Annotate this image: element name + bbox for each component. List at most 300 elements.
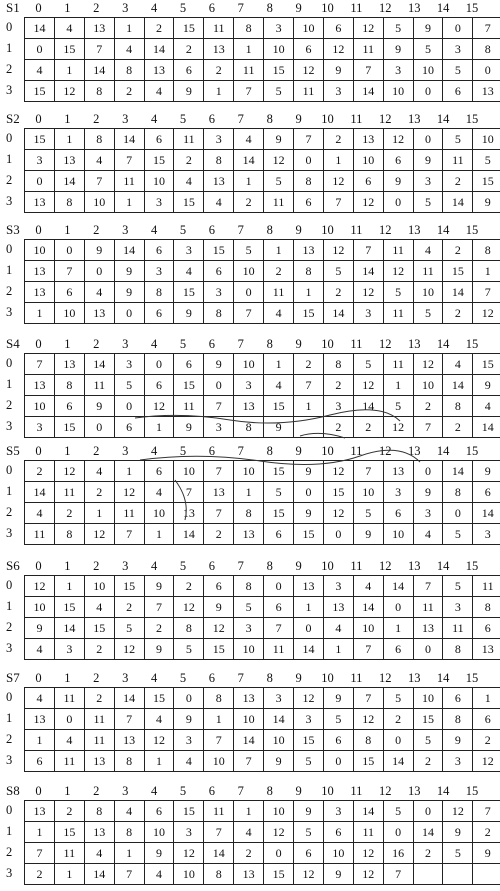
- table-cell: 3: [144, 192, 174, 213]
- table-cell: 10: [84, 576, 114, 597]
- table-cell: 3: [264, 18, 294, 39]
- table-cell: 14: [234, 150, 264, 171]
- table-cell: 3: [383, 482, 413, 503]
- table-cell: 2: [25, 864, 55, 885]
- table-cell: 0: [204, 375, 234, 396]
- table-cell: 13: [25, 261, 55, 282]
- column-label: 4: [141, 0, 168, 16]
- table-cell: 9: [25, 618, 55, 639]
- table-cell: [473, 864, 500, 885]
- table-cell: 1: [114, 461, 144, 482]
- table-cell: 2: [25, 461, 55, 482]
- row-label: 0: [6, 690, 18, 705]
- table-cell: 3: [323, 801, 353, 822]
- table-cell: 15: [174, 18, 204, 39]
- sbox-2: [0, 111, 500, 219]
- table-cell: 10: [144, 171, 174, 192]
- table-cell: 4: [25, 688, 55, 709]
- table-cell: 7: [84, 171, 114, 192]
- table-cell: 8: [114, 751, 144, 772]
- sbox-5: [0, 443, 500, 551]
- table-cell: 15: [443, 261, 473, 282]
- table-cell: 4: [25, 503, 55, 524]
- column-label: 8: [256, 783, 283, 799]
- table-cell: 14: [473, 503, 500, 524]
- row-label: 2: [6, 284, 18, 299]
- column-label: 4: [141, 336, 168, 352]
- table-cell: 12: [353, 864, 383, 885]
- table-cell: 0: [383, 822, 413, 843]
- table-cell: 0: [174, 688, 204, 709]
- table-cell: 1: [25, 730, 55, 751]
- table-row: [25, 618, 500, 639]
- table-cell: 4: [144, 81, 174, 102]
- column-header: [0, 783, 500, 799]
- sbox-8: [0, 783, 500, 891]
- table-cell: 11: [264, 192, 294, 213]
- column-label: 6: [198, 0, 225, 16]
- column-label: 15: [459, 222, 486, 238]
- table-cell: 15: [353, 751, 383, 772]
- table-cell: 5: [174, 639, 204, 660]
- table-cell: 9: [114, 282, 144, 303]
- table-row: [25, 192, 500, 213]
- table-cell: 1: [294, 282, 324, 303]
- row-label: 3: [6, 194, 18, 209]
- column-label: 10: [314, 111, 341, 127]
- table-cell: 0: [443, 503, 473, 524]
- table-cell: 2: [473, 822, 500, 843]
- table-cell: 9: [473, 375, 500, 396]
- table-cell: 7: [413, 417, 443, 438]
- column-label: 9: [285, 558, 312, 574]
- table-cell: 14: [54, 171, 84, 192]
- table-cell: 6: [473, 709, 500, 730]
- table-cell: 11: [204, 18, 234, 39]
- table-cell: 2: [84, 482, 114, 503]
- row-label: 1: [6, 41, 18, 56]
- table-cell: 15: [413, 709, 443, 730]
- row-label: 3: [6, 419, 18, 434]
- sbox-title: S8: [6, 783, 20, 799]
- table-cell: 12: [54, 81, 84, 102]
- table-cell: 15: [174, 192, 204, 213]
- table-cell: 4: [353, 576, 383, 597]
- column-label: 0: [25, 558, 52, 574]
- table-cell: 14: [353, 81, 383, 102]
- table-cell: 10: [234, 461, 264, 482]
- column-label: 1: [54, 558, 81, 574]
- table-cell: 4: [204, 192, 234, 213]
- column-label: 7: [227, 670, 254, 686]
- table-cell: 6: [144, 129, 174, 150]
- table-cell: 0: [383, 730, 413, 751]
- table-row: [25, 81, 500, 102]
- table-cell: 7: [234, 303, 264, 324]
- row-label: 3: [6, 305, 18, 320]
- table-cell: 3: [144, 261, 174, 282]
- table-cell: 15: [54, 597, 84, 618]
- table-cell: 2: [323, 375, 353, 396]
- column-label: 10: [314, 783, 341, 799]
- column-label: 5: [170, 111, 197, 127]
- table-cell: 7: [353, 688, 383, 709]
- table-cell: 11: [174, 396, 204, 417]
- table-cell: 6: [144, 240, 174, 261]
- table-cell: 8: [204, 150, 234, 171]
- table-cell: 11: [54, 751, 84, 772]
- table-cell: 6: [144, 461, 174, 482]
- column-label: 8: [256, 336, 283, 352]
- table-cell: 13: [54, 150, 84, 171]
- table-cell: 10: [264, 801, 294, 822]
- column-label: 15: [459, 336, 486, 352]
- table-cell: 2: [294, 354, 324, 375]
- table-cell: 0: [234, 282, 264, 303]
- column-label: 2: [83, 443, 110, 459]
- table-cell: 14: [353, 396, 383, 417]
- table-cell: 2: [443, 240, 473, 261]
- column-label: 4: [141, 222, 168, 238]
- table-cell: 15: [294, 730, 324, 751]
- row-label: 0: [6, 803, 18, 818]
- row-label: 1: [6, 152, 18, 167]
- table-cell: 7: [473, 801, 500, 822]
- table-row: [25, 396, 500, 417]
- sbox-4: [0, 336, 500, 444]
- column-label: 1: [54, 336, 81, 352]
- table-cell: 15: [473, 171, 500, 192]
- table-cell: 5: [473, 150, 500, 171]
- table-cell: 6: [264, 524, 294, 545]
- table-cell: 2: [264, 261, 294, 282]
- table-cell: 2: [174, 150, 204, 171]
- row-label: 2: [6, 620, 18, 635]
- column-label: 6: [198, 336, 225, 352]
- table-cell: 11: [174, 129, 204, 150]
- row-label: 0: [6, 356, 18, 371]
- table-cell: 12: [473, 303, 500, 324]
- table-cell: 2: [234, 192, 264, 213]
- table-cell: 4: [323, 618, 353, 639]
- table-cell: 14: [84, 354, 114, 375]
- table-cell: 15: [264, 60, 294, 81]
- table-cell: 12: [353, 843, 383, 864]
- sbox-table: [24, 800, 500, 885]
- table-cell: 15: [264, 396, 294, 417]
- table-cell: 9: [443, 822, 473, 843]
- table-cell: 10: [174, 461, 204, 482]
- table-row: [25, 354, 500, 375]
- table-cell: 11: [353, 39, 383, 60]
- column-label: 12: [372, 336, 399, 352]
- table-cell: 14: [323, 303, 353, 324]
- table-cell: 5: [264, 171, 294, 192]
- table-cell: 9: [323, 688, 353, 709]
- table-cell: 12: [353, 18, 383, 39]
- table-cell: 8: [54, 375, 84, 396]
- table-cell: 13: [383, 461, 413, 482]
- column-label: 7: [227, 783, 254, 799]
- table-cell: 5: [114, 618, 144, 639]
- table-cell: 3: [323, 576, 353, 597]
- column-label: 13: [401, 558, 428, 574]
- table-cell: 6: [54, 396, 84, 417]
- column-label: 8: [256, 443, 283, 459]
- table-cell: 5: [114, 375, 144, 396]
- column-label: 13: [401, 336, 428, 352]
- table-cell: 7: [353, 240, 383, 261]
- table-cell: 4: [84, 843, 114, 864]
- table-cell: 13: [234, 396, 264, 417]
- table-cell: 11: [294, 81, 324, 102]
- table-cell: 0: [413, 461, 443, 482]
- column-label: 11: [343, 558, 370, 574]
- table-cell: 12: [353, 709, 383, 730]
- table-cell: 14: [294, 639, 324, 660]
- table-cell: 8: [443, 709, 473, 730]
- table-cell: 4: [54, 730, 84, 751]
- table-cell: 5: [323, 709, 353, 730]
- table-cell: 12: [473, 751, 500, 772]
- column-label: 7: [227, 0, 254, 16]
- column-label: 14: [430, 443, 457, 459]
- table-cell: 2: [114, 597, 144, 618]
- table-cell: 4: [443, 354, 473, 375]
- table-cell: 6: [323, 822, 353, 843]
- table-cell: 12: [174, 843, 204, 864]
- table-cell: 3: [443, 597, 473, 618]
- table-cell: 14: [443, 375, 473, 396]
- table-cell: 11: [84, 709, 114, 730]
- column-label: 8: [256, 670, 283, 686]
- column-label: 12: [372, 670, 399, 686]
- column-label: 8: [256, 0, 283, 16]
- table-cell: 8: [234, 417, 264, 438]
- table-cell: 0: [323, 524, 353, 545]
- table-cell: 0: [294, 482, 324, 503]
- table-cell: 9: [114, 261, 144, 282]
- table-cell: 13: [234, 524, 264, 545]
- row-label: 0: [6, 20, 18, 35]
- table-cell: 1: [144, 751, 174, 772]
- table-cell: 7: [473, 18, 500, 39]
- table-cell: 15: [54, 417, 84, 438]
- table-cell: 1: [294, 396, 324, 417]
- column-label: 1: [54, 111, 81, 127]
- table-cell: 5: [383, 688, 413, 709]
- column-label: 14: [430, 111, 457, 127]
- table-cell: 9: [323, 864, 353, 885]
- table-cell: 12: [174, 597, 204, 618]
- column-label: 2: [83, 222, 110, 238]
- table-cell: 12: [294, 60, 324, 81]
- table-cell: 6: [144, 375, 174, 396]
- column-label: 10: [314, 558, 341, 574]
- table-cell: 6: [294, 843, 324, 864]
- table-cell: 7: [294, 375, 324, 396]
- table-cell: 10: [353, 150, 383, 171]
- table-cell: 0: [413, 81, 443, 102]
- table-row: [25, 709, 500, 730]
- table-cell: [294, 417, 324, 438]
- column-label: 14: [430, 670, 457, 686]
- table-cell: 14: [443, 461, 473, 482]
- table-cell: 15: [54, 822, 84, 843]
- column-label: 11: [343, 783, 370, 799]
- table-cell: 8: [114, 822, 144, 843]
- table-cell: 11: [473, 576, 500, 597]
- table-cell: 9: [443, 730, 473, 751]
- column-label: 7: [227, 222, 254, 238]
- column-label: 11: [343, 336, 370, 352]
- table-cell: 3: [174, 822, 204, 843]
- table-cell: 5: [353, 354, 383, 375]
- row-label: 2: [6, 173, 18, 188]
- table-cell: 13: [294, 576, 324, 597]
- table-cell: 6: [144, 303, 174, 324]
- column-label: 13: [401, 111, 428, 127]
- sbox-title: S2: [6, 111, 20, 127]
- table-cell: 14: [353, 597, 383, 618]
- sbox-table: [24, 575, 500, 660]
- table-cell: 4: [413, 524, 443, 545]
- table-row: [25, 576, 500, 597]
- column-label: 10: [314, 443, 341, 459]
- table-cell: 13: [84, 18, 114, 39]
- table-cell: 5: [234, 597, 264, 618]
- table-cell: 5: [234, 240, 264, 261]
- column-label: 9: [285, 0, 312, 16]
- column-label: 1: [54, 0, 81, 16]
- column-label: 2: [83, 0, 110, 16]
- table-cell: 9: [174, 417, 204, 438]
- table-cell: 3: [443, 39, 473, 60]
- table-cell: 7: [353, 60, 383, 81]
- column-label: 0: [25, 670, 52, 686]
- table-cell: 1: [114, 18, 144, 39]
- column-label: 12: [372, 111, 399, 127]
- table-cell: 5: [264, 81, 294, 102]
- table-cell: 11: [383, 240, 413, 261]
- table-cell: 7: [25, 843, 55, 864]
- column-label: 1: [54, 222, 81, 238]
- table-cell: 9: [204, 597, 234, 618]
- table-cell: 11: [114, 171, 144, 192]
- table-cell: 1: [54, 576, 84, 597]
- table-cell: 2: [383, 709, 413, 730]
- table-cell: 10: [25, 597, 55, 618]
- table-row: [25, 503, 500, 524]
- table-cell: 9: [413, 482, 443, 503]
- table-cell: 5: [443, 576, 473, 597]
- table-cell: 11: [234, 60, 264, 81]
- column-label: 10: [314, 336, 341, 352]
- table-cell: 3: [234, 618, 264, 639]
- column-label: 8: [256, 111, 283, 127]
- column-label: 7: [227, 558, 254, 574]
- column-label: 5: [170, 558, 197, 574]
- table-cell: 3: [174, 730, 204, 751]
- table-cell: 10: [353, 482, 383, 503]
- sbox-table: [24, 687, 500, 772]
- table-cell: 5: [323, 261, 353, 282]
- table-cell: 9: [144, 576, 174, 597]
- table-cell: 12: [353, 282, 383, 303]
- row-label: 3: [6, 753, 18, 768]
- table-cell: 14: [234, 730, 264, 751]
- table-cell: 6: [323, 730, 353, 751]
- table-row: [25, 864, 500, 885]
- column-label: 2: [83, 558, 110, 574]
- table-row: [25, 18, 500, 39]
- table-cell: 15: [264, 864, 294, 885]
- table-cell: 11: [383, 303, 413, 324]
- table-cell: 12: [353, 192, 383, 213]
- sbox-table: [24, 353, 500, 438]
- table-cell: 13: [25, 801, 55, 822]
- table-cell: 15: [25, 81, 55, 102]
- column-label: 13: [401, 443, 428, 459]
- table-cell: 2: [473, 730, 500, 751]
- table-cell: 9: [84, 240, 114, 261]
- table-cell: 0: [294, 150, 324, 171]
- column-label: 1: [54, 670, 81, 686]
- sbox-title: S5: [6, 443, 20, 459]
- table-cell: 10: [413, 282, 443, 303]
- table-cell: 2: [234, 843, 264, 864]
- table-cell: 14: [443, 192, 473, 213]
- table-cell: 2: [204, 60, 234, 81]
- table-cell: 4: [144, 709, 174, 730]
- table-cell: 0: [54, 240, 84, 261]
- table-cell: 6: [174, 60, 204, 81]
- row-label: 2: [6, 62, 18, 77]
- table-cell: 4: [54, 18, 84, 39]
- column-label: 6: [198, 783, 225, 799]
- table-cell: 11: [443, 150, 473, 171]
- table-cell: 8: [84, 801, 114, 822]
- column-label: 4: [141, 670, 168, 686]
- column-label: 4: [141, 443, 168, 459]
- table-cell: 1: [54, 60, 84, 81]
- table-cell: 12: [54, 461, 84, 482]
- table-cell: 14: [25, 482, 55, 503]
- table-cell: 12: [144, 396, 174, 417]
- table-cell: 4: [25, 639, 55, 660]
- table-cell: 11: [264, 282, 294, 303]
- table-cell: 4: [264, 375, 294, 396]
- table-row: [25, 597, 500, 618]
- table-cell: 2: [144, 18, 174, 39]
- row-label: 2: [6, 505, 18, 520]
- table-cell: 3: [353, 303, 383, 324]
- table-cell: 13: [234, 864, 264, 885]
- table-cell: 8: [144, 282, 174, 303]
- table-cell: 5: [443, 524, 473, 545]
- column-label: 5: [170, 670, 197, 686]
- table-cell: 6: [144, 801, 174, 822]
- table-cell: 7: [114, 524, 144, 545]
- table-cell: 1: [144, 417, 174, 438]
- table-row: [25, 801, 500, 822]
- column-label: 13: [401, 670, 428, 686]
- table-row: [25, 150, 500, 171]
- table-cell: 9: [323, 60, 353, 81]
- table-cell: 10: [25, 240, 55, 261]
- table-cell: 9: [294, 503, 324, 524]
- table-cell: 5: [264, 482, 294, 503]
